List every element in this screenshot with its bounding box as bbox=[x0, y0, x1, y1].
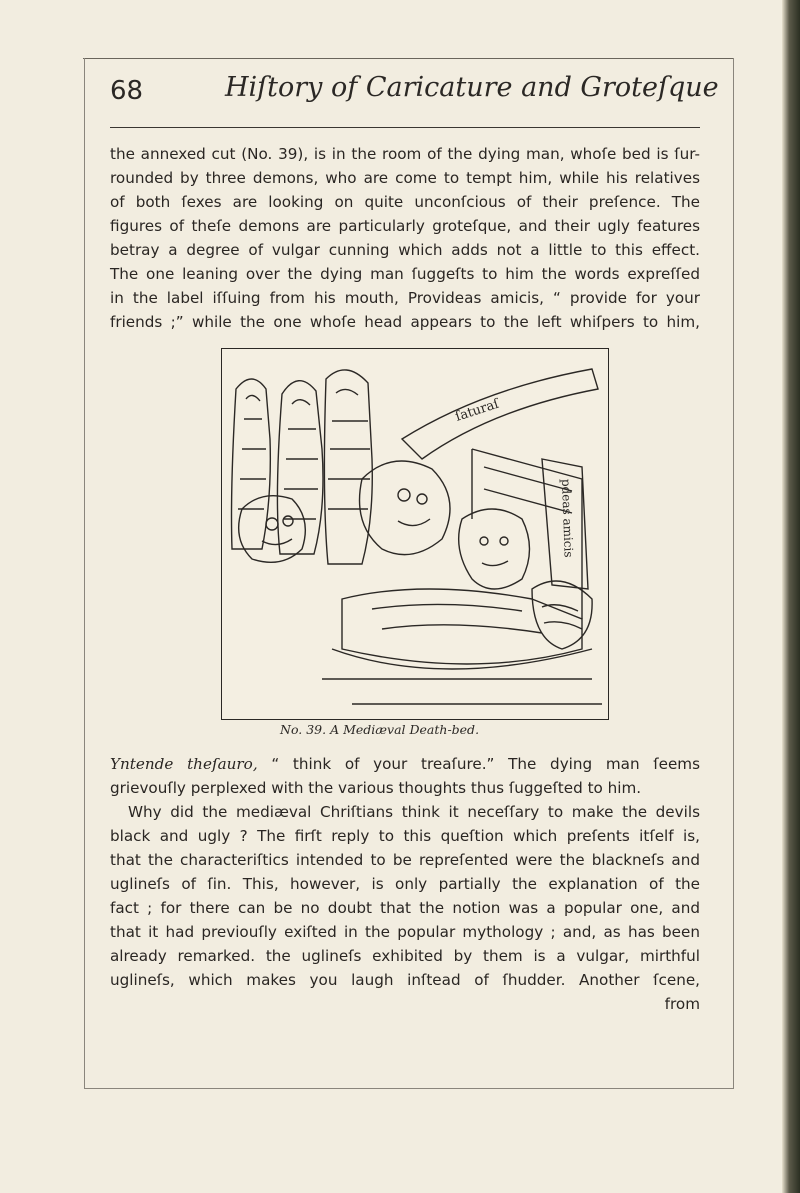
page-number: 68 bbox=[110, 76, 144, 106]
text-line: fact ; for there can be no doubt that the notion was a popular one, and bbox=[110, 899, 700, 917]
paragraph-1 bbox=[110, 142, 700, 334]
text-line: figures of theſe demons are particularly groteſque, and their ugly features bbox=[110, 217, 700, 235]
demon-center bbox=[360, 461, 451, 555]
text-line bbox=[110, 752, 700, 776]
text-line: Why did the mediæval Chriſtians think it neceſſary to make the devils bbox=[128, 803, 700, 821]
page-border-top bbox=[83, 58, 733, 59]
woodcut-illustration bbox=[221, 348, 609, 720]
relative-figure-1 bbox=[232, 379, 271, 549]
text-line: The one leaning over the dying man ſuggeſts to him the words expreſſed bbox=[110, 265, 700, 283]
bed bbox=[342, 589, 582, 664]
page-border-left bbox=[84, 58, 85, 1088]
text-line: black and ugly ? The firſt reply to this queſtion which preſents itſelf is, bbox=[110, 827, 700, 845]
scroll-text-upper: ſaturaſ bbox=[453, 396, 501, 425]
scan-edge bbox=[782, 0, 800, 1193]
latin-phrase: Yntende theſauro, bbox=[110, 755, 258, 773]
running-title: Hiſtory of Caricature and Groteſque bbox=[225, 72, 719, 103]
text-line: in the label iſſuing from his mouth, Provideas amicis, “ provide for your bbox=[110, 289, 700, 307]
caption-title: A Mediæval Death-bed. bbox=[330, 722, 480, 737]
demon-left bbox=[239, 496, 306, 563]
caption-number: No. 39. bbox=[280, 722, 327, 737]
catchword: from bbox=[664, 995, 700, 1013]
header-rule bbox=[110, 127, 700, 128]
page-border-right bbox=[733, 58, 734, 1088]
text-line-rest: “ think of your treaſure.” The dying man ſeems bbox=[257, 755, 701, 773]
dying-man bbox=[459, 509, 530, 589]
relative-figure-2 bbox=[277, 381, 323, 554]
text-line: betray a degree of vulgar cunning which adds not a little to this effect. bbox=[110, 241, 700, 259]
demon-right bbox=[532, 581, 592, 649]
text-line: uglineſs of ſin. This, however, is only partially the explanation of the bbox=[110, 875, 700, 893]
speech-scroll-upper bbox=[402, 369, 598, 459]
text-line: friends ;” while the one whoſe head appears to the left whiſpers to him, bbox=[110, 313, 700, 331]
paragraph-3 bbox=[110, 800, 700, 1016]
relative-figure-3 bbox=[324, 370, 372, 564]
text-line: of both ſexes are looking on quite unconſcious of their preſence. The bbox=[110, 193, 700, 211]
death-bed-woodcut bbox=[222, 349, 608, 719]
text-line: the annexed cut (No. 39), is in the room of the dying man, whoſe bed is ſur- bbox=[110, 145, 700, 163]
figure-caption bbox=[280, 722, 580, 737]
text-line: that the characteriſtics intended to be repreſented were the blackneſs and bbox=[110, 851, 700, 869]
text-line: already remarked. the uglineſs exhibited by them is a vulgar, mirthful bbox=[110, 947, 700, 965]
scroll-text-right: pdeas amicis bbox=[559, 478, 576, 558]
page-border-bottom bbox=[84, 1088, 734, 1089]
text-line: grievouſly perplexed with the various thoughts thus ſuggeſted to him. bbox=[110, 779, 642, 797]
text-line: rounded by three demons, who are come to tempt him, while his relatives bbox=[110, 169, 700, 187]
text-line: that it had previouſly exiſted in the popular mythology ; and, as has been bbox=[110, 923, 700, 941]
text-line: uglineſs, which makes you laugh inſtead of ſhudder. Another ſcene, bbox=[110, 971, 700, 989]
page-header bbox=[110, 72, 719, 116]
paragraph-2 bbox=[110, 752, 700, 800]
